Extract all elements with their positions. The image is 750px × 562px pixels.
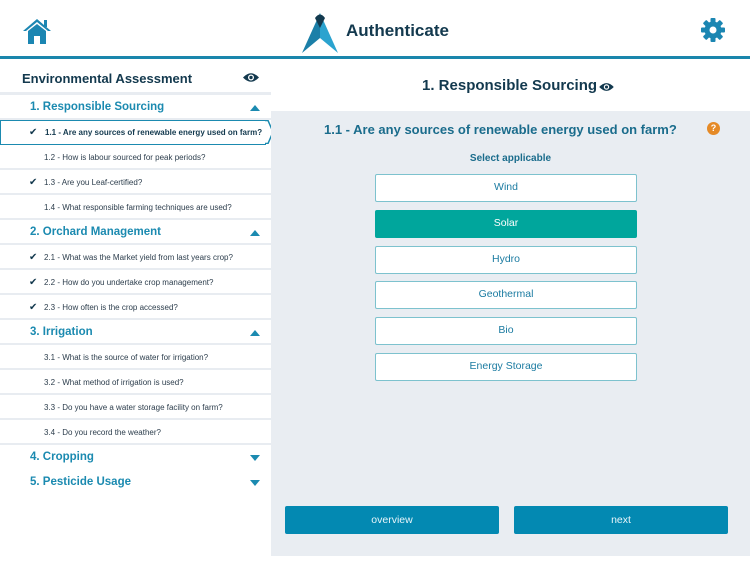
chevron-up-icon bbox=[250, 330, 260, 336]
question-1-3[interactable] bbox=[0, 170, 271, 195]
question-label: 2.1 - What was the Market yield from last years crop? bbox=[44, 253, 233, 262]
gear-icon[interactable] bbox=[701, 18, 725, 42]
bottom-strip bbox=[271, 556, 750, 562]
help-icon[interactable]: ? bbox=[707, 122, 720, 135]
section-label: 2. Orchard Management bbox=[30, 226, 162, 238]
question-label: 1.4 - What responsible farming techniques are used? bbox=[44, 203, 232, 212]
sidebar bbox=[0, 62, 271, 562]
check-icon: ✔ bbox=[29, 302, 38, 313]
section-label: 5. Pesticide Usage bbox=[30, 476, 131, 488]
sidebar-header bbox=[0, 62, 271, 95]
app-header bbox=[0, 0, 750, 59]
question-label: 1.2 - How is labour sourced for peak periods? bbox=[44, 153, 206, 162]
next-button[interactable]: next bbox=[514, 506, 728, 534]
app-title: Authenticate bbox=[346, 21, 449, 40]
question-label: 3.3 - Do you have a water storage facility on farm? bbox=[44, 403, 223, 412]
section-title: 1. Responsible Sourcing bbox=[422, 77, 598, 94]
check-icon: ✔ bbox=[29, 252, 38, 263]
section-pesticide-usage[interactable] bbox=[0, 470, 271, 495]
section-responsible-sourcing[interactable] bbox=[0, 95, 271, 120]
question-label: 1.3 - Are you Leaf-certified? bbox=[44, 178, 143, 187]
chevron-down-icon bbox=[250, 480, 260, 486]
question-label: 3.4 - Do you record the weather? bbox=[44, 428, 161, 437]
chevron-up-icon bbox=[250, 230, 260, 236]
question-3-2[interactable] bbox=[0, 370, 271, 395]
section-cropping[interactable] bbox=[0, 445, 271, 470]
chevron-down-icon bbox=[250, 455, 260, 461]
question-3-3[interactable] bbox=[0, 395, 271, 420]
main-header bbox=[271, 62, 750, 111]
main-panel bbox=[271, 62, 750, 556]
logo-icon bbox=[302, 12, 338, 53]
option-bio[interactable]: Bio bbox=[375, 317, 637, 345]
option-hydro[interactable]: Hydro bbox=[375, 246, 637, 274]
select-applicable-label: Select applicable bbox=[469, 153, 552, 164]
sidebar-title: Environmental Assessment bbox=[22, 71, 193, 86]
option-energy-storage[interactable]: Energy Storage bbox=[375, 353, 637, 381]
question-label: 2.2 - How do you undertake crop management? bbox=[44, 278, 214, 287]
question-label: 1.1 - Are any sources of renewable energy used on farm? bbox=[45, 127, 263, 137]
question-1-4[interactable] bbox=[0, 195, 271, 220]
section-label: 1. Responsible Sourcing bbox=[30, 101, 165, 113]
eye-icon[interactable] bbox=[599, 82, 614, 92]
question-3-1[interactable] bbox=[0, 345, 271, 370]
option-geothermal[interactable]: Geothermal bbox=[375, 281, 637, 309]
section-label: 4. Cropping bbox=[30, 451, 94, 463]
check-icon: ✔ bbox=[29, 277, 38, 288]
question-2-1[interactable] bbox=[0, 245, 271, 270]
question-label: 3.2 - What method of irrigation is used? bbox=[44, 378, 184, 387]
option-solar[interactable]: Solar bbox=[375, 210, 637, 238]
question-2-2[interactable] bbox=[0, 270, 271, 295]
section-irrigation[interactable] bbox=[0, 320, 271, 345]
option-wind[interactable]: Wind bbox=[375, 174, 637, 202]
chevron-up-icon bbox=[250, 105, 260, 111]
check-icon: ✔ bbox=[29, 177, 38, 188]
question-label: 3.1 - What is the source of water for irrigation? bbox=[44, 353, 209, 362]
eye-icon[interactable] bbox=[243, 72, 259, 83]
question-3-4[interactable] bbox=[0, 420, 271, 445]
question-1-1[interactable] bbox=[0, 120, 266, 145]
question-label: 2.3 - How often is the crop accessed? bbox=[44, 303, 178, 312]
question-text: 1.1 - Are any sources of renewable energy used on farm? bbox=[324, 122, 677, 137]
section-label: 3. Irrigation bbox=[30, 326, 93, 338]
question-1-2[interactable] bbox=[0, 145, 271, 170]
overview-button[interactable]: overview bbox=[285, 506, 499, 534]
check-icon: ✔ bbox=[29, 126, 38, 138]
section-orchard-management[interactable] bbox=[0, 220, 271, 245]
question-2-3[interactable] bbox=[0, 295, 271, 320]
home-icon[interactable] bbox=[22, 17, 52, 45]
